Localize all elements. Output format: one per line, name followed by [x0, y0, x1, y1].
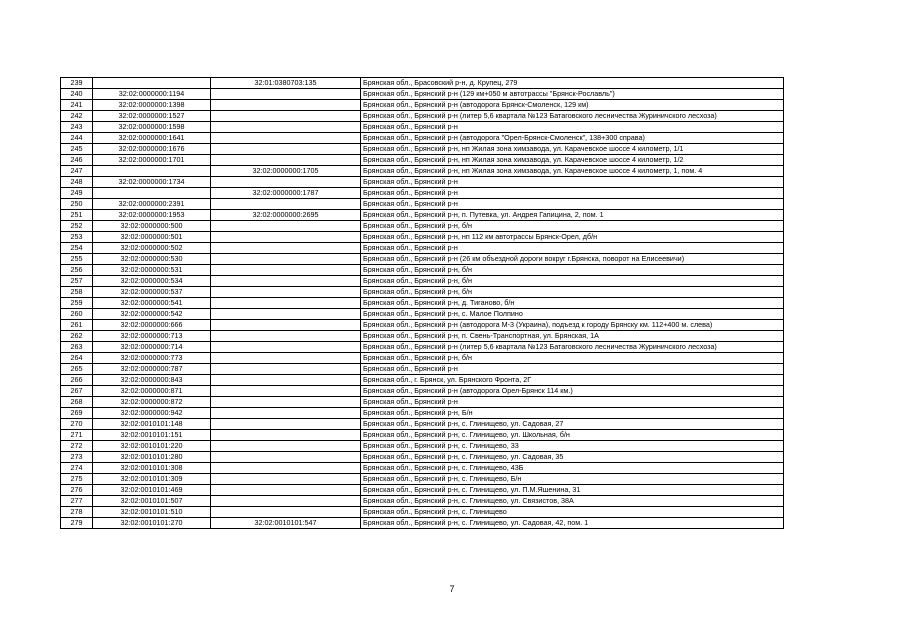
- table-row: [61, 463, 784, 474]
- table-row: [61, 287, 784, 298]
- cadastral-number: 32:02:0000000:666: [93, 320, 211, 331]
- row-number: 265: [61, 364, 93, 375]
- address: Брянская обл., Брянский р-н: [361, 364, 784, 375]
- row-number: 242: [61, 111, 93, 122]
- address: Брянская обл., Брянский р-н: [361, 122, 784, 133]
- cadastral-number: 32:02:0000000:500: [93, 221, 211, 232]
- address: Брянская обл., Брянский р-н, с. Глинищево, ул. Школьная, б/н: [361, 430, 784, 441]
- related-cadastral-number: [211, 100, 361, 111]
- table-row: [61, 408, 784, 419]
- row-number: 268: [61, 397, 93, 408]
- related-cadastral-number: [211, 144, 361, 155]
- table-row: [61, 177, 784, 188]
- related-cadastral-number: [211, 309, 361, 320]
- cadastral-number: 32:02:0000000:1953: [93, 210, 211, 221]
- related-cadastral-number: [211, 353, 361, 364]
- row-number: 254: [61, 243, 93, 254]
- row-number: 261: [61, 320, 93, 331]
- related-cadastral-number: [211, 496, 361, 507]
- row-number: 266: [61, 375, 93, 386]
- cadastral-number: 32:02:0000000:714: [93, 342, 211, 353]
- address: Брянская обл., Брянский р-н (автодорога М-3 (Украина), подъезд к городу Брянску км. 112+400 м. слева): [361, 320, 784, 331]
- row-number: 264: [61, 353, 93, 364]
- page-number: 7: [449, 584, 455, 594]
- related-cadastral-number: [211, 386, 361, 397]
- related-cadastral-number: [211, 221, 361, 232]
- cadastral-number: 32:02:0000000:787: [93, 364, 211, 375]
- address: Брянская обл., Брянский р-н, с. Глинищево, ул. Садовая, 27: [361, 419, 784, 430]
- address: Брянская обл., Брянский р-н, с. Глинищево, Б/н: [361, 474, 784, 485]
- related-cadastral-number: [211, 419, 361, 430]
- related-cadastral-number: 32:02:0010101:547: [211, 518, 361, 529]
- cadastral-number: 32:02:0010101:507: [93, 496, 211, 507]
- cadastral-number: 32:02:0000000:1194: [93, 89, 211, 100]
- cadastral-number: 32:02:0000000:1676: [93, 144, 211, 155]
- cadastral-number: 32:02:0000000:713: [93, 331, 211, 342]
- row-number: 251: [61, 210, 93, 221]
- row-number: 274: [61, 463, 93, 474]
- cadastral-number: 32:02:0000000:1734: [93, 177, 211, 188]
- cadastral-number: 32:02:0000000:942: [93, 408, 211, 419]
- table-row: [61, 221, 784, 232]
- table-row: [61, 111, 784, 122]
- cadastral-number: 32:02:0010101:220: [93, 441, 211, 452]
- cadastral-number: 32:02:0000000:872: [93, 397, 211, 408]
- cadastral-number: 32:02:0010101:309: [93, 474, 211, 485]
- cadastral-number: 32:02:0000000:773: [93, 353, 211, 364]
- row-number: 255: [61, 254, 93, 265]
- address: Брянская обл., Брянский р-н, с. Глинищево: [361, 507, 784, 518]
- table-row: [61, 353, 784, 364]
- table-row: [61, 309, 784, 320]
- related-cadastral-number: [211, 133, 361, 144]
- related-cadastral-number: 32:01:0380703:135: [211, 78, 361, 89]
- address: Брянская обл., Брянский р-н, п. Путевка, ул. Андрея Гапицина, 2, пом. 1: [361, 210, 784, 221]
- address: Брянская обл., Брянский р-н: [361, 199, 784, 210]
- row-number: 277: [61, 496, 93, 507]
- table-body: [61, 78, 784, 529]
- cadastral-number: [93, 78, 211, 89]
- related-cadastral-number: [211, 232, 361, 243]
- table-row: [61, 100, 784, 111]
- related-cadastral-number: [211, 320, 361, 331]
- cadastral-number: 32:02:0000000:542: [93, 309, 211, 320]
- table-row: [61, 133, 784, 144]
- row-number: 257: [61, 276, 93, 287]
- table-row: [61, 507, 784, 518]
- related-cadastral-number: [211, 397, 361, 408]
- address: Брянская обл., Брянский р-н, нп Жилая зона химзавода, ул. Карачевское шоссе 4 километр, 1, пом. 4: [361, 166, 784, 177]
- cadastral-number: 32:02:0000000:1598: [93, 122, 211, 133]
- related-cadastral-number: [211, 254, 361, 265]
- row-number: 263: [61, 342, 93, 353]
- table-row: [61, 331, 784, 342]
- address: Брянская обл., Брянский р-н: [361, 188, 784, 199]
- table-row: [61, 386, 784, 397]
- address: Брянская обл., Брянский р-н (автодорога Брянск-Смоленск, 129 км): [361, 100, 784, 111]
- row-number: 239: [61, 78, 93, 89]
- table-row: [61, 518, 784, 529]
- address: Брянская обл., Брянский р-н (литер 5,6 квартала №123 Батаговского лесничества Журиничского лесхоза): [361, 111, 784, 122]
- cadastral-table: [60, 77, 784, 529]
- table-row: [61, 122, 784, 133]
- related-cadastral-number: [211, 430, 361, 441]
- table-row: [61, 364, 784, 375]
- related-cadastral-number: [211, 375, 361, 386]
- cadastral-number: [93, 188, 211, 199]
- address: Брянская обл., Брянский р-н, с. Глинищево, 43Б: [361, 463, 784, 474]
- address: Брянская обл., Брянский р-н, б/н: [361, 353, 784, 364]
- address: Брянская обл., Брянский р-н: [361, 397, 784, 408]
- row-number: 271: [61, 430, 93, 441]
- address: Брянская обл., Брянский р-н, нп Жилая зона химзавода, ул. Карачевское шоссе 4 километр, 1/2: [361, 155, 784, 166]
- related-cadastral-number: [211, 298, 361, 309]
- table-row: [61, 397, 784, 408]
- cadastral-number: 32:02:0000000:534: [93, 276, 211, 287]
- cadastral-number: 32:02:0000000:502: [93, 243, 211, 254]
- cadastral-number: 32:02:0000000:1527: [93, 111, 211, 122]
- table-row: [61, 199, 784, 210]
- related-cadastral-number: [211, 342, 361, 353]
- row-number: 276: [61, 485, 93, 496]
- row-number: 249: [61, 188, 93, 199]
- related-cadastral-number: [211, 111, 361, 122]
- address: Брянская обл., Брянский р-н, с. Глинищево, ул. Садовая, 42, пом. 1: [361, 518, 784, 529]
- address: Брянская обл., Брянский р-н, с. Малое Полпино: [361, 309, 784, 320]
- row-number: 243: [61, 122, 93, 133]
- row-number: 250: [61, 199, 93, 210]
- table-row: [61, 474, 784, 485]
- row-number: 278: [61, 507, 93, 518]
- address: Брянская обл., Брянский р-н, б/н: [361, 276, 784, 287]
- table-row: [61, 166, 784, 177]
- row-number: 247: [61, 166, 93, 177]
- row-number: 272: [61, 441, 93, 452]
- related-cadastral-number: [211, 155, 361, 166]
- related-cadastral-number: [211, 441, 361, 452]
- address: Брянская обл., Брянский р-н, Б/н: [361, 408, 784, 419]
- address: Брянская обл., Брянский р-н, нп Жилая зона химзавода, ул. Карачевское шоссе 4 километр, 1/1: [361, 144, 784, 155]
- row-number: 246: [61, 155, 93, 166]
- row-number: 275: [61, 474, 93, 485]
- related-cadastral-number: [211, 287, 361, 298]
- table-row: [61, 452, 784, 463]
- row-number: 259: [61, 298, 93, 309]
- cadastral-number: 32:02:0010101:469: [93, 485, 211, 496]
- cadastral-number: 32:02:0000000:1398: [93, 100, 211, 111]
- cadastral-number: 32:02:0000000:541: [93, 298, 211, 309]
- address: Брянская обл., Брянский р-н, б/н: [361, 287, 784, 298]
- cadastral-number: 32:02:0000000:501: [93, 232, 211, 243]
- table-row: [61, 155, 784, 166]
- row-number: 253: [61, 232, 93, 243]
- cadastral-number: [93, 166, 211, 177]
- address: Брянская обл., Брянский р-н (автодорога Орел-Брянск 114 км.): [361, 386, 784, 397]
- table-row: [61, 265, 784, 276]
- address: Брянская обл., Брянский р-н (26 км объездной дороги вокруг г.Брянска, поворот на Елисеевичи): [361, 254, 784, 265]
- row-number: 260: [61, 309, 93, 320]
- row-number: 279: [61, 518, 93, 529]
- row-number: 252: [61, 221, 93, 232]
- related-cadastral-number: [211, 276, 361, 287]
- row-number: 270: [61, 419, 93, 430]
- related-cadastral-number: 32:02:0000000:2695: [211, 210, 361, 221]
- row-number: 240: [61, 89, 93, 100]
- table-row: [61, 320, 784, 331]
- table-row: [61, 441, 784, 452]
- table-row: [61, 375, 784, 386]
- cadastral-number: 32:02:0000000:537: [93, 287, 211, 298]
- address: Брянская обл., Брянский р-н, с. Глинищево, 33: [361, 441, 784, 452]
- table-row: [61, 342, 784, 353]
- table-row: [61, 78, 784, 89]
- related-cadastral-number: [211, 474, 361, 485]
- related-cadastral-number: [211, 199, 361, 210]
- table-row: [61, 232, 784, 243]
- table-row: [61, 485, 784, 496]
- table-row: [61, 89, 784, 100]
- related-cadastral-number: [211, 265, 361, 276]
- related-cadastral-number: [211, 122, 361, 133]
- row-number: 269: [61, 408, 93, 419]
- address: Брянская обл., Брянский р-н, нп 112 км автотрассы Брянск-Орел, дб/н: [361, 232, 784, 243]
- row-number: 244: [61, 133, 93, 144]
- address: Брянская обл., Брянский р-н, с. Глинищево, ул. Связистов, 38А: [361, 496, 784, 507]
- table-row: [61, 188, 784, 199]
- related-cadastral-number: [211, 89, 361, 100]
- address: Брянская обл., Брянский р-н, с. Глинищево, ул. П.М.Яшенина, 31: [361, 485, 784, 496]
- cadastral-number: 32:02:0010101:280: [93, 452, 211, 463]
- address: Брянская обл., г. Брянск, ул. Брянского Фронта, 2Г: [361, 375, 784, 386]
- row-number: 262: [61, 331, 93, 342]
- table-row: [61, 254, 784, 265]
- table-row: [61, 430, 784, 441]
- address: Брянская обл., Брасовский р-н, д. Крупец, 279: [361, 78, 784, 89]
- cadastral-number: 32:02:0000000:2391: [93, 199, 211, 210]
- row-number: 267: [61, 386, 93, 397]
- table-row: [61, 243, 784, 254]
- address: Брянская обл., Брянский р-н, п. Свень-Транспортная, ул. Брянская, 1А: [361, 331, 784, 342]
- cadastral-number: 32:02:0000000:871: [93, 386, 211, 397]
- row-number: 248: [61, 177, 93, 188]
- row-number: 273: [61, 452, 93, 463]
- related-cadastral-number: [211, 507, 361, 518]
- related-cadastral-number: [211, 243, 361, 254]
- related-cadastral-number: [211, 463, 361, 474]
- address: Брянская обл., Брянский р-н (литер 5,6 квартала №123 Батаговского лесничества Журиничского лесхоза): [361, 342, 784, 353]
- cadastral-number: 32:02:0010101:148: [93, 419, 211, 430]
- row-number: 241: [61, 100, 93, 111]
- table-row: [61, 210, 784, 221]
- related-cadastral-number: [211, 331, 361, 342]
- cadastral-number: 32:02:0000000:1641: [93, 133, 211, 144]
- address: Брянская обл., Брянский р-н, б/н: [361, 265, 784, 276]
- cadastral-number: 32:02:0000000:531: [93, 265, 211, 276]
- address: Брянская обл., Брянский р-н, б/н: [361, 221, 784, 232]
- address: Брянская обл., Брянский р-н: [361, 243, 784, 254]
- related-cadastral-number: [211, 485, 361, 496]
- address: Брянская обл., Брянский р-н (129 км+050 м автотрассы "Брянск-Рославль"): [361, 89, 784, 100]
- related-cadastral-number: [211, 364, 361, 375]
- related-cadastral-number: [211, 452, 361, 463]
- row-number: 245: [61, 144, 93, 155]
- row-number: 258: [61, 287, 93, 298]
- related-cadastral-number: 32:02:0000000:1787: [211, 188, 361, 199]
- table-row: [61, 144, 784, 155]
- table-row: [61, 419, 784, 430]
- cadastral-number: 32:02:0000000:843: [93, 375, 211, 386]
- cadastral-number: 32:02:0010101:308: [93, 463, 211, 474]
- cadastral-number: 32:02:0000000:530: [93, 254, 211, 265]
- related-cadastral-number: [211, 408, 361, 419]
- related-cadastral-number: 32:02:0000000:1705: [211, 166, 361, 177]
- address: Брянская обл., Брянский р-н: [361, 177, 784, 188]
- cadastral-number: 32:02:0010101:151: [93, 430, 211, 441]
- address: Брянская обл., Брянский р-н (автодорога "Орел-Брянск-Смоленск", 138+300 справа): [361, 133, 784, 144]
- related-cadastral-number: [211, 177, 361, 188]
- address: Брянская обл., Брянский р-н, д. Тиганово, б/н: [361, 298, 784, 309]
- cadastral-number: 32:02:0000000:1701: [93, 155, 211, 166]
- row-number: 256: [61, 265, 93, 276]
- address: Брянская обл., Брянский р-н, с. Глинищево, ул. Садовая, 35: [361, 452, 784, 463]
- cadastral-number: 32:02:0010101:510: [93, 507, 211, 518]
- table-row: [61, 496, 784, 507]
- cadastral-number: 32:02:0010101:270: [93, 518, 211, 529]
- table-row: [61, 276, 784, 287]
- table-row: [61, 298, 784, 309]
